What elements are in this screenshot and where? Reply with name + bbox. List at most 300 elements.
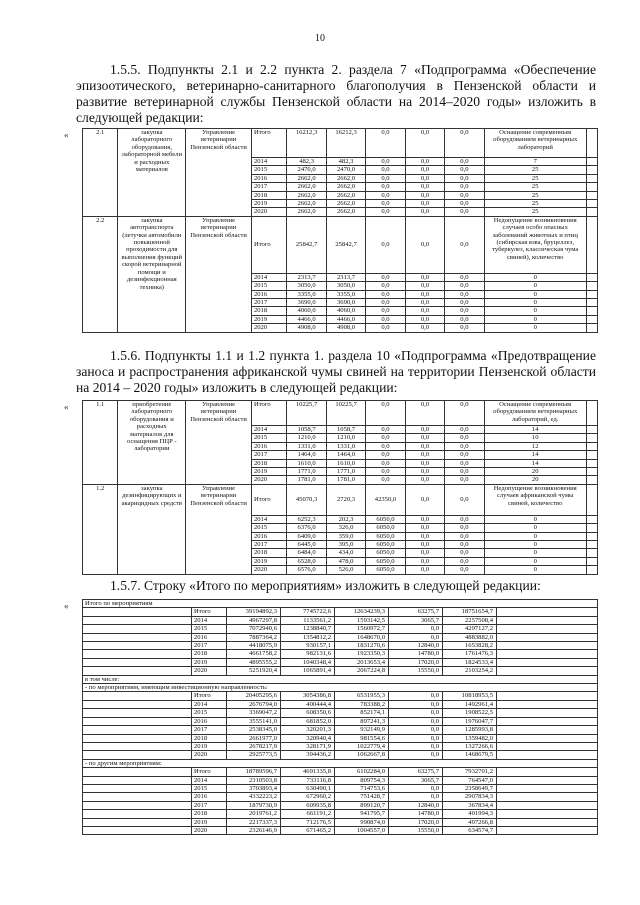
value-cell: 1976047,7 — [443, 717, 497, 725]
value-cell: 20405295,6 — [227, 692, 281, 700]
table-row — [83, 600, 598, 608]
table-row — [83, 726, 598, 734]
total-cell: 0,0 — [405, 216, 444, 273]
value-cell: 1062667,8 — [335, 751, 389, 759]
value-cell: 3555141,0 — [227, 717, 281, 725]
table-row — [83, 818, 598, 826]
year-cell: 2018 — [251, 307, 286, 315]
year-cell: 2018 — [251, 459, 286, 467]
blank-cell — [497, 776, 598, 784]
value-cell: 1781,0 — [326, 476, 365, 484]
value-cell: 6445,0 — [287, 541, 326, 549]
executor-cell: Управление ветеринарии Пензенской области — [186, 216, 252, 332]
value-cell: 0,0 — [405, 200, 444, 208]
value-cell: 0,0 — [405, 273, 444, 281]
table-row — [83, 650, 598, 658]
indicator-value-cell: 20 — [484, 476, 586, 484]
indicator-value-cell: 7 — [484, 158, 586, 166]
table-row — [83, 826, 598, 834]
value-cell: 4908,0 — [326, 324, 365, 332]
value-cell: 320940,4 — [281, 734, 335, 742]
year-cell: Итого — [192, 692, 227, 700]
table-total-by-measures — [82, 599, 598, 835]
value-cell: 1593142,5 — [335, 616, 389, 624]
year-cell: 2017 — [192, 801, 227, 809]
value-cell: 1285993,8 — [443, 726, 497, 734]
value-cell: 3355,0 — [326, 290, 365, 298]
item-number-cell: 1.1 — [83, 401, 118, 485]
item-name-cell: закупка лабораторного оборудования, лабораторной мебели и расходных материалов — [118, 129, 186, 217]
blank-cell — [497, 810, 598, 818]
value-cell: 15550,0 — [389, 667, 443, 675]
value-cell: 0,0 — [445, 158, 484, 166]
year-cell: 2015 — [192, 784, 227, 792]
total-cell: 0,0 — [445, 129, 484, 158]
value-cell: 897241,3 — [335, 717, 389, 725]
blank-cell — [586, 290, 597, 298]
blank-cell — [586, 282, 597, 290]
value-cell: 0,0 — [405, 476, 444, 484]
value-cell: 2662,0 — [326, 174, 365, 182]
indicator-value-cell: 0 — [484, 549, 586, 557]
blank-cell — [497, 692, 598, 700]
value-cell: 6050,0 — [366, 524, 405, 532]
table-row — [83, 616, 598, 624]
value-cell: 0,0 — [445, 166, 484, 174]
value-cell: 1354812,2 — [281, 633, 335, 641]
value-cell: 0,0 — [366, 282, 405, 290]
indicator-value-cell: 25 — [484, 183, 586, 191]
blank-cell — [586, 307, 597, 315]
item-number-cell: 2.1 — [83, 129, 118, 217]
total-title-cell: Итого по мероприятиям — [83, 600, 598, 608]
value-cell: 0,0 — [366, 273, 405, 281]
item-name-cell: закупка дезинфицирующих и акарицидных средств — [118, 484, 186, 574]
total-cell: Итого — [251, 401, 286, 426]
value-cell: 2662,0 — [326, 200, 365, 208]
value-cell: 0,0 — [405, 183, 444, 191]
table-row — [83, 129, 598, 158]
value-cell: 630490,1 — [281, 784, 335, 792]
blank-cell — [586, 315, 597, 323]
blank-cell — [497, 826, 598, 834]
indicator-value-cell: 12 — [484, 442, 586, 450]
value-cell: 0,0 — [445, 566, 484, 574]
value-cell: 990874,0 — [335, 818, 389, 826]
blank-cell — [586, 476, 597, 484]
blank-cell — [586, 324, 597, 332]
section-1-5-7-text: 1.5.7. Строку «Итого по мероприятиям» изложить в следующей редакции: — [110, 578, 541, 593]
executor-cell: Управление ветеринарии Пензенской области — [186, 129, 252, 217]
blank-cell — [83, 768, 192, 776]
year-cell: 2020 — [192, 667, 227, 675]
value-cell: 0,0 — [366, 290, 405, 298]
indicator-cell: Недопущение возникновения случаев африканской чумы свиней, количество — [484, 484, 586, 515]
value-cell: 0,0 — [405, 549, 444, 557]
blank-cell — [586, 442, 597, 450]
total-cell: 0,0 — [405, 484, 444, 515]
year-cell: 2017 — [192, 642, 227, 650]
year-cell: 2014 — [192, 776, 227, 784]
indicator-value-cell: 0 — [484, 315, 586, 323]
value-cell: 4332223,2 — [227, 793, 281, 801]
total-cell: 0,0 — [445, 401, 484, 426]
year-cell: 2014 — [251, 515, 286, 523]
table-row — [83, 734, 598, 742]
year-cell: 2015 — [251, 434, 286, 442]
value-cell: 1065891,4 — [281, 667, 335, 675]
value-cell: 0,0 — [366, 459, 405, 467]
blank-cell — [497, 700, 598, 708]
value-cell: 328171,9 — [281, 742, 335, 750]
blank-cell — [83, 709, 192, 717]
value-cell: 0,0 — [366, 324, 405, 332]
total-cell: Итого — [251, 129, 286, 158]
year-cell: 2018 — [192, 810, 227, 818]
indicator-value-cell: 0 — [484, 515, 586, 523]
value-cell: 0,0 — [445, 200, 484, 208]
year-cell: 2019 — [251, 468, 286, 476]
value-cell: 6050,0 — [366, 515, 405, 523]
blank-cell — [497, 642, 598, 650]
total-cell: 25842,7 — [287, 216, 326, 273]
blank-cell — [83, 726, 192, 734]
value-cell: 0,0 — [405, 524, 444, 532]
value-cell: 0,0 — [445, 557, 484, 565]
group-label-cell: в том числе: — [83, 675, 598, 683]
value-cell: 661191,2 — [281, 810, 335, 818]
value-cell: 712176,5 — [281, 818, 335, 826]
value-cell: 2067224,8 — [335, 667, 389, 675]
year-cell: 2018 — [251, 191, 286, 199]
blank-cell — [497, 717, 598, 725]
blank-cell — [83, 667, 192, 675]
value-cell: 7932701,2 — [443, 768, 497, 776]
value-cell: 3703893,4 — [227, 784, 281, 792]
value-cell: 1824533,4 — [443, 658, 497, 666]
executor-cell: Управление ветеринарии Пензенской области — [186, 484, 252, 574]
value-cell: 932149,9 — [335, 726, 389, 734]
value-cell: 0,0 — [389, 709, 443, 717]
indicator-value-cell: 0 — [484, 557, 586, 565]
value-cell: 0,0 — [445, 290, 484, 298]
value-cell: 0,0 — [405, 426, 444, 434]
value-cell: 6409,0 — [287, 532, 326, 540]
value-cell: 4466,0 — [287, 315, 326, 323]
table-row — [83, 776, 598, 784]
year-cell: 2020 — [251, 208, 286, 216]
value-cell: 1210,0 — [287, 434, 326, 442]
value-cell: 3050,0 — [326, 282, 365, 290]
blank-cell — [83, 692, 192, 700]
value-cell: 17020,0 — [389, 658, 443, 666]
indicator-value-cell: 14 — [484, 459, 586, 467]
total-cell: 0,0 — [366, 401, 405, 426]
value-cell: 1331,0 — [326, 442, 365, 450]
table-row — [83, 401, 598, 426]
table-row — [83, 625, 598, 633]
value-cell: 2662,0 — [287, 174, 326, 182]
value-cell: 1653828,2 — [443, 642, 497, 650]
indicator-value-cell: 10 — [484, 434, 586, 442]
table-row — [83, 801, 598, 809]
blank-cell — [497, 625, 598, 633]
total-cell: 42350,0 — [366, 484, 405, 515]
value-cell: 526,0 — [326, 566, 365, 574]
value-cell: 681852,0 — [281, 717, 335, 725]
value-cell: 1771,0 — [287, 468, 326, 476]
value-cell: 6576,0 — [287, 566, 326, 574]
value-cell: 941795,7 — [335, 810, 389, 818]
indicator-value-cell: 0 — [484, 524, 586, 532]
blank-cell — [83, 793, 192, 801]
value-cell: 1610,0 — [287, 459, 326, 467]
blank-cell — [497, 726, 598, 734]
value-cell: 0,0 — [405, 468, 444, 476]
blank-cell — [497, 667, 598, 675]
value-cell: 14780,0 — [389, 650, 443, 658]
year-cell: 2014 — [251, 426, 286, 434]
value-cell: 17020,0 — [389, 818, 443, 826]
year-cell: 2019 — [251, 200, 286, 208]
value-cell: 434,0 — [326, 549, 365, 557]
table-row — [83, 759, 598, 767]
value-cell: 0,0 — [366, 451, 405, 459]
value-cell: 1040348,4 — [281, 658, 335, 666]
value-cell: 981554,6 — [335, 734, 389, 742]
value-cell: 1058,7 — [326, 426, 365, 434]
value-cell: 400444,4 — [281, 700, 335, 708]
total-cell: 2720,3 — [326, 484, 365, 515]
total-cell: 10225,7 — [287, 401, 326, 426]
value-cell: 394436,2 — [281, 751, 335, 759]
year-cell: 2020 — [251, 324, 286, 332]
blank-cell — [586, 273, 597, 281]
value-cell: 0,0 — [389, 734, 443, 742]
indicator-value-cell: 0 — [484, 299, 586, 307]
value-cell: 3065,7 — [389, 616, 443, 624]
value-cell: 0,0 — [445, 324, 484, 332]
value-cell: 3690,0 — [326, 299, 365, 307]
year-cell: Итого — [192, 608, 227, 616]
item-number-cell: 2.2 — [83, 216, 118, 332]
table-row — [83, 742, 598, 750]
total-cell: 16212,3 — [326, 129, 365, 158]
value-cell: 7072940,6 — [227, 625, 281, 633]
executor-cell: Управление ветеринарии Пензенской области — [186, 401, 252, 485]
total-cell: Итого — [251, 484, 286, 515]
value-cell: 0,0 — [445, 208, 484, 216]
year-cell: 2014 — [192, 616, 227, 624]
blank-cell — [586, 566, 597, 574]
value-cell: 4060,0 — [287, 307, 326, 315]
value-cell: 733116,8 — [281, 776, 335, 784]
value-cell: 783388,2 — [335, 700, 389, 708]
value-cell: 15550,0 — [389, 826, 443, 834]
year-cell: 2017 — [251, 451, 286, 459]
blank-cell — [83, 625, 192, 633]
value-cell: 18789596,7 — [227, 768, 281, 776]
total-cell: 0,0 — [405, 129, 444, 158]
value-cell: 1610,0 — [326, 459, 365, 467]
value-cell: 6050,0 — [366, 549, 405, 557]
blank-cell — [83, 658, 192, 666]
value-cell: 1210,0 — [326, 434, 365, 442]
item-name-cell: приобретение лабораторного оборудования и расходных материалов для оснащения ПЦР - лаборатории — [118, 401, 186, 485]
blank-cell — [586, 200, 597, 208]
value-cell: 0,0 — [389, 793, 443, 801]
indicator-value-cell: 0 — [484, 290, 586, 298]
table-row — [83, 484, 598, 515]
year-cell: 2016 — [192, 717, 227, 725]
value-cell: 2257508,4 — [443, 616, 497, 624]
value-cell: 2313,7 — [326, 273, 365, 281]
value-cell: 4661758,2 — [227, 650, 281, 658]
value-cell: 3369047,2 — [227, 709, 281, 717]
value-cell: 3065,7 — [389, 776, 443, 784]
blank-cell — [497, 633, 598, 641]
value-cell: 6531955,3 — [335, 692, 389, 700]
year-cell: 2015 — [251, 282, 286, 290]
value-cell: 7745722,6 — [281, 608, 335, 616]
value-cell: 0,0 — [445, 426, 484, 434]
value-cell: 2313,7 — [287, 273, 326, 281]
value-cell: 0,0 — [445, 549, 484, 557]
value-cell: 0,0 — [405, 299, 444, 307]
total-cell: 16212,3 — [287, 129, 326, 158]
blank-cell — [586, 191, 597, 199]
value-cell: 608350,6 — [281, 709, 335, 717]
value-cell: 1058,7 — [287, 426, 326, 434]
value-cell: 1468679,5 — [443, 751, 497, 759]
indicator-value-cell: 0 — [484, 324, 586, 332]
year-cell: 2019 — [192, 658, 227, 666]
value-cell: 2662,0 — [326, 183, 365, 191]
value-cell: 0,0 — [366, 174, 405, 182]
blank-cell — [497, 734, 598, 742]
total-cell: 0,0 — [366, 216, 405, 273]
table-row — [83, 608, 598, 616]
table-subprogram-10 — [82, 400, 598, 575]
value-cell: 6050,0 — [366, 532, 405, 540]
year-cell: 2015 — [192, 625, 227, 633]
value-cell: 12840,0 — [389, 801, 443, 809]
indicator-cell: Оснащение современным оборудованием ветеринарных лабораторий — [484, 129, 586, 158]
year-cell: 2014 — [251, 273, 286, 281]
value-cell: 2661977,0 — [227, 734, 281, 742]
value-cell: 63275,7 — [389, 768, 443, 776]
blank-cell — [586, 299, 597, 307]
table-row — [83, 675, 598, 683]
value-cell: 0,0 — [405, 442, 444, 450]
value-cell: 395,0 — [326, 541, 365, 549]
value-cell: 482,3 — [326, 158, 365, 166]
value-cell: 2907834,3 — [443, 793, 497, 801]
value-cell: 1923350,3 — [335, 650, 389, 658]
blank-cell — [586, 557, 597, 565]
year-cell: 2018 — [192, 650, 227, 658]
value-cell: 2662,0 — [287, 200, 326, 208]
value-cell: 0,0 — [389, 692, 443, 700]
blank-cell — [83, 633, 192, 641]
indicator-value-cell: 14 — [484, 426, 586, 434]
table-row — [83, 717, 598, 725]
value-cell: 0,0 — [389, 726, 443, 734]
indicator-value-cell: 0 — [484, 532, 586, 540]
item-name-cell: закупка автотранспорта (летучки автомобили повышенной проходимости для выполнения функций скорой ветеринарной помощи и дезинфекционная техника) — [118, 216, 186, 332]
value-cell: 0,0 — [445, 307, 484, 315]
value-cell: 0,0 — [366, 315, 405, 323]
blank-cell — [586, 524, 597, 532]
value-cell: 0,0 — [445, 451, 484, 459]
indicator-value-cell: 25 — [484, 174, 586, 182]
value-cell: 0,0 — [405, 459, 444, 467]
value-cell: 0,0 — [405, 315, 444, 323]
value-cell: 2019761,2 — [227, 810, 281, 818]
year-cell: 2020 — [192, 751, 227, 759]
value-cell: 1238840,7 — [281, 625, 335, 633]
value-cell: 0,0 — [445, 515, 484, 523]
blank-cell — [497, 768, 598, 776]
table-row — [83, 751, 598, 759]
value-cell: 0,0 — [445, 476, 484, 484]
value-cell: 4297127,2 — [443, 625, 497, 633]
value-cell: 0,0 — [405, 208, 444, 216]
year-cell: 2016 — [251, 174, 286, 182]
blank-cell — [83, 751, 192, 759]
year-cell: 2018 — [251, 549, 286, 557]
value-cell: 2217337,3 — [227, 818, 281, 826]
page-number: 10 — [315, 33, 325, 44]
blank-cell — [83, 608, 192, 616]
value-cell: 2662,0 — [287, 208, 326, 216]
value-cell: 39194892,3 — [227, 608, 281, 616]
total-cell: 0,0 — [366, 129, 405, 158]
indicator-cell: Недопущение возникновения случаев особо опасных заболеваний животных и птиц (сибирская язва, бруцеллез, туберкулез, классическая чума свиней), количество — [484, 216, 586, 273]
value-cell: 320201,3 — [281, 726, 335, 734]
table-row — [83, 658, 598, 666]
year-cell: 2019 — [192, 742, 227, 750]
blank-cell — [497, 784, 598, 792]
value-cell: 1831270,6 — [335, 642, 389, 650]
blank-cell — [83, 818, 192, 826]
item-number-cell: 1.2 — [83, 484, 118, 574]
value-cell: 14780,0 — [389, 810, 443, 818]
table-row — [83, 793, 598, 801]
value-cell: 0,0 — [366, 166, 405, 174]
value-cell: 0,0 — [445, 442, 484, 450]
value-cell: 0,0 — [405, 434, 444, 442]
year-cell: 2018 — [192, 734, 227, 742]
blank-cell — [586, 484, 597, 515]
blank-cell — [497, 616, 598, 624]
value-cell: 2358649,7 — [443, 784, 497, 792]
value-cell: 0,0 — [366, 468, 405, 476]
year-cell: 2016 — [251, 532, 286, 540]
blank-cell — [586, 158, 597, 166]
value-cell: 3050,0 — [287, 282, 326, 290]
value-cell: 2013653,4 — [335, 658, 389, 666]
value-cell: 751428,7 — [335, 793, 389, 801]
value-cell: 671465,2 — [281, 826, 335, 834]
blank-cell — [586, 532, 597, 540]
value-cell: 0,0 — [445, 282, 484, 290]
year-cell: 2017 — [251, 299, 286, 307]
value-cell: 2470,0 — [287, 166, 326, 174]
value-cell: 1771,0 — [326, 468, 365, 476]
value-cell: 478,0 — [326, 557, 365, 565]
value-cell: 482,3 — [287, 158, 326, 166]
